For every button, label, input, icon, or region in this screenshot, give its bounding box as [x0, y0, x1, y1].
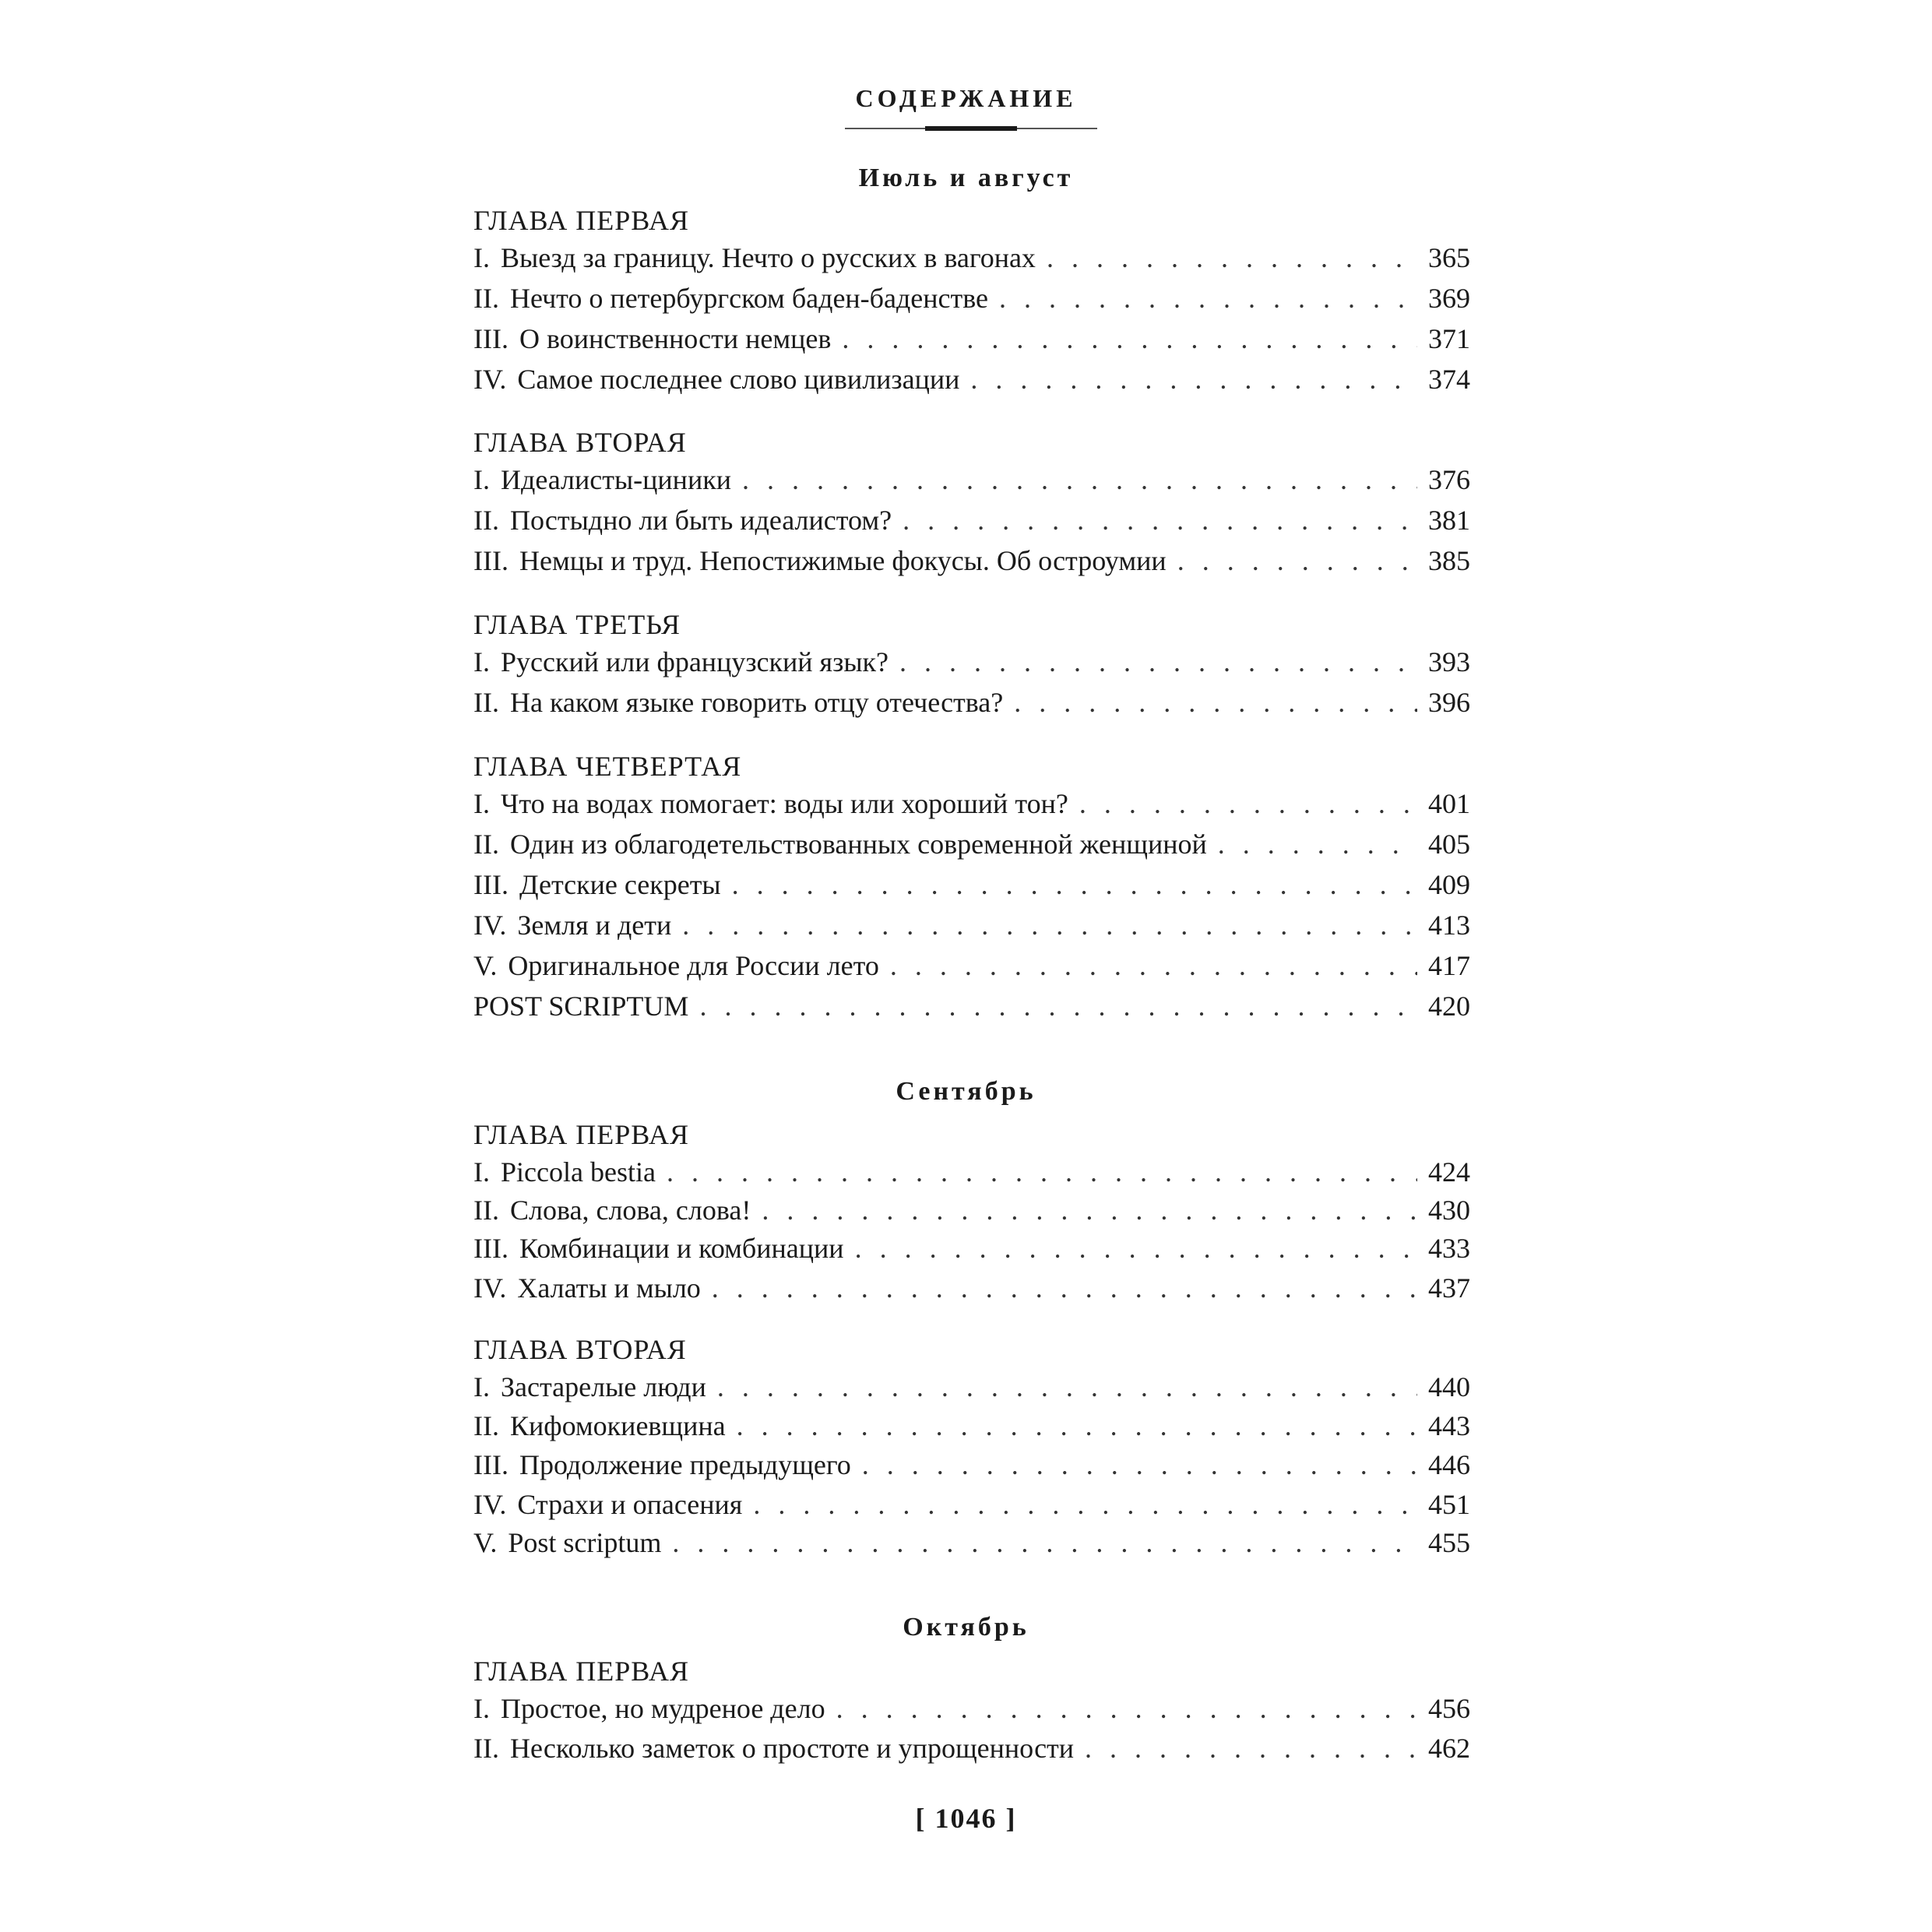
entry-page: 433: [1428, 1233, 1470, 1264]
entry-title: Простое, но мудреное дело: [501, 1693, 825, 1724]
entry-page: 396: [1428, 687, 1470, 718]
toc-entry[interactable]: [473, 1371, 1470, 1408]
dot-leader: [762, 1194, 1417, 1226]
entry-page: 420: [1428, 991, 1470, 1022]
dot-leader: [862, 1448, 1417, 1481]
entry-page: 437: [1428, 1272, 1470, 1304]
entry-page: 430: [1428, 1195, 1470, 1226]
entry-page: 456: [1428, 1693, 1470, 1724]
dot-leader: [836, 1692, 1417, 1725]
entry-number: I.: [473, 242, 490, 273]
entry-page: 417: [1428, 950, 1470, 981]
toc-entry[interactable]: [473, 1732, 1470, 1769]
chapter-title: ГЛАВА ПЕРВАЯ: [473, 1119, 690, 1150]
entry-number: V.: [473, 1527, 498, 1558]
title-divider-accent: [925, 126, 1017, 131]
entry-number: II.: [473, 829, 499, 860]
entry-number: II.: [473, 505, 499, 536]
chapter-title: ГЛАВА ПЕРВАЯ: [473, 1656, 690, 1687]
dot-leader: [732, 868, 1417, 901]
dot-leader: [742, 463, 1417, 496]
entry-number: I.: [473, 646, 490, 677]
dot-leader: [1047, 241, 1417, 274]
page-number: [ 1046 ]: [915, 1803, 1017, 1834]
entry-title: Продолжение предыдущего: [519, 1449, 851, 1480]
entry-number: III.: [473, 545, 509, 576]
chapter-title: ГЛАВА ВТОРАЯ: [473, 427, 687, 458]
entry-number: II.: [473, 687, 499, 718]
toc-entry[interactable]: [473, 1526, 1470, 1564]
dot-leader: [667, 1156, 1417, 1188]
toc-entry[interactable]: [473, 282, 1470, 319]
entry-number: I.: [473, 788, 490, 819]
dot-leader: [970, 363, 1417, 396]
entry-number: III.: [473, 1449, 509, 1480]
section-title: Сентябрь: [896, 1077, 1036, 1106]
toc-entry[interactable]: [473, 646, 1470, 683]
entry-number: IV.: [473, 1272, 507, 1304]
toc-entry[interactable]: [473, 1409, 1470, 1447]
entry-title: Кифомокиевщина: [509, 1410, 726, 1441]
toc-entry[interactable]: [473, 322, 1470, 360]
dot-leader: [699, 990, 1417, 1022]
entry-page: 369: [1428, 283, 1470, 314]
entry-title: Застарелые люди: [501, 1371, 706, 1402]
dot-leader: [1079, 787, 1417, 820]
toc-entry[interactable]: [473, 1232, 1470, 1269]
dot-leader: [1085, 1732, 1417, 1765]
toc-entry[interactable]: [473, 1156, 1470, 1193]
toc-entry[interactable]: [473, 1272, 1470, 1309]
entry-title: Земля и дети: [517, 910, 672, 941]
chapter-title: ГЛАВА ПЕРВАЯ: [473, 205, 690, 236]
toc-entry[interactable]: [473, 909, 1470, 946]
dot-leader: [903, 504, 1417, 537]
chapter-title: ГЛАВА ТРЕТЬЯ: [473, 609, 681, 640]
entry-page: 401: [1428, 788, 1470, 819]
entry-title: Детские секреты: [519, 869, 721, 900]
chapter-title: ГЛАВА ЧЕТВЕРТАЯ: [473, 751, 742, 782]
entry-page: 365: [1428, 242, 1470, 273]
entry-number: III.: [473, 869, 509, 900]
dot-leader: [737, 1409, 1417, 1442]
entry-title: Что на водах помогает: воды или хороший тон?: [501, 788, 1068, 819]
entry-page: 443: [1428, 1410, 1470, 1441]
entry-title: Нечто о петербургском баден-баденстве: [509, 283, 989, 314]
entry-number: V.: [473, 950, 498, 981]
entry-page: 455: [1428, 1527, 1470, 1558]
entry-page: 381: [1428, 505, 1470, 536]
entry-page: 424: [1428, 1156, 1470, 1188]
entry-number: IV.: [473, 910, 507, 941]
entry-number: II.: [473, 1195, 499, 1226]
entry-title: Один из облагодетельствованных современной женщиной: [509, 829, 1207, 860]
toc-entry[interactable]: [473, 1448, 1470, 1486]
entry-number: I.: [473, 464, 490, 495]
dot-leader: [899, 646, 1417, 678]
entry-title: POST SCRIPTUM: [473, 991, 689, 1022]
entry-title: Идеалисты-циники: [501, 464, 731, 495]
entry-number: II.: [473, 1410, 499, 1441]
dot-leader: [890, 949, 1417, 982]
entry-number: IV.: [473, 364, 507, 395]
entry-title: Несколько заметок о простоте и упрощенности: [509, 1733, 1075, 1764]
toc-entry[interactable]: [473, 1692, 1470, 1730]
toc-entry[interactable]: [473, 1194, 1470, 1231]
entry-page: 440: [1428, 1371, 1470, 1402]
entry-page: 451: [1428, 1489, 1470, 1520]
entry-number: I.: [473, 1693, 490, 1724]
entry-title: Русский или французский язык?: [501, 646, 889, 677]
toc-entry[interactable]: [473, 868, 1470, 906]
entry-page: 405: [1428, 829, 1470, 860]
entry-number: II.: [473, 1733, 499, 1764]
entry-page: 462: [1428, 1733, 1470, 1764]
entry-page: 374: [1428, 364, 1470, 395]
entry-title: Слова, слова, слова!: [509, 1195, 751, 1226]
chapter-title: ГЛАВА ВТОРАЯ: [473, 1334, 687, 1365]
toc-entry[interactable]: [473, 686, 1470, 723]
entry-title: Страхи и опасения: [517, 1489, 743, 1520]
dot-leader: [672, 1526, 1417, 1559]
entry-title: Выезд за границу. Нечто о русских в вагонах: [501, 242, 1036, 273]
entry-title: Самое последнее слово цивилизации: [517, 364, 960, 395]
entry-title: Piccola bestia: [501, 1156, 656, 1188]
dot-leader: [999, 282, 1417, 315]
entry-number: III.: [473, 1233, 509, 1264]
toc-entry[interactable]: [473, 787, 1470, 825]
toc-entry[interactable]: [473, 544, 1470, 582]
entry-page: 393: [1428, 646, 1470, 677]
dot-leader: [717, 1371, 1417, 1403]
toc-entry[interactable]: [473, 828, 1470, 865]
toc-entry[interactable]: [473, 241, 1470, 279]
entry-number: IV.: [473, 1489, 507, 1520]
toc-entry[interactable]: [473, 990, 1470, 1027]
dot-leader: [712, 1272, 1417, 1304]
entry-number: I.: [473, 1371, 490, 1402]
toc-entry[interactable]: [473, 504, 1470, 541]
section-title: Июль и август: [858, 164, 1074, 192]
entry-page: 409: [1428, 869, 1470, 900]
toc-entry[interactable]: [473, 463, 1470, 501]
section-title: Октябрь: [903, 1613, 1029, 1642]
entry-title: Оригинальное для России лето: [508, 950, 879, 981]
entry-number: III.: [473, 323, 509, 354]
page-title: СОДЕРЖАНИЕ: [855, 84, 1077, 112]
entry-page: 371: [1428, 323, 1470, 354]
dot-leader: [1218, 828, 1417, 860]
entry-page: 376: [1428, 464, 1470, 495]
entry-title: Немцы и труд. Непостижимые фокусы. Об остроумии: [519, 545, 1167, 576]
entry-number: II.: [473, 283, 499, 314]
entry-title: О воинственности немцев: [519, 323, 832, 354]
toc-entry[interactable]: [473, 949, 1470, 987]
entry-page: 413: [1428, 910, 1470, 941]
toc-entry[interactable]: [473, 363, 1470, 400]
toc-entry[interactable]: [473, 1488, 1470, 1526]
entry-title: Халаты и мыло: [517, 1272, 701, 1304]
dot-leader: [1177, 544, 1417, 577]
dot-leader: [1014, 686, 1417, 719]
entry-title: На каком языке говорить отцу отечества?: [509, 687, 1004, 718]
dot-leader: [855, 1232, 1417, 1265]
entry-page: 385: [1428, 545, 1470, 576]
entry-title: Комбинации и комбинации: [519, 1233, 844, 1264]
entry-number: I.: [473, 1156, 490, 1188]
dot-leader: [682, 909, 1417, 941]
dot-leader: [753, 1488, 1417, 1521]
entry-title: Постыдно ли быть идеалистом?: [509, 505, 892, 536]
entry-title: Post scriptum: [508, 1527, 662, 1558]
entry-page: 446: [1428, 1449, 1470, 1480]
dot-leader: [842, 322, 1417, 355]
